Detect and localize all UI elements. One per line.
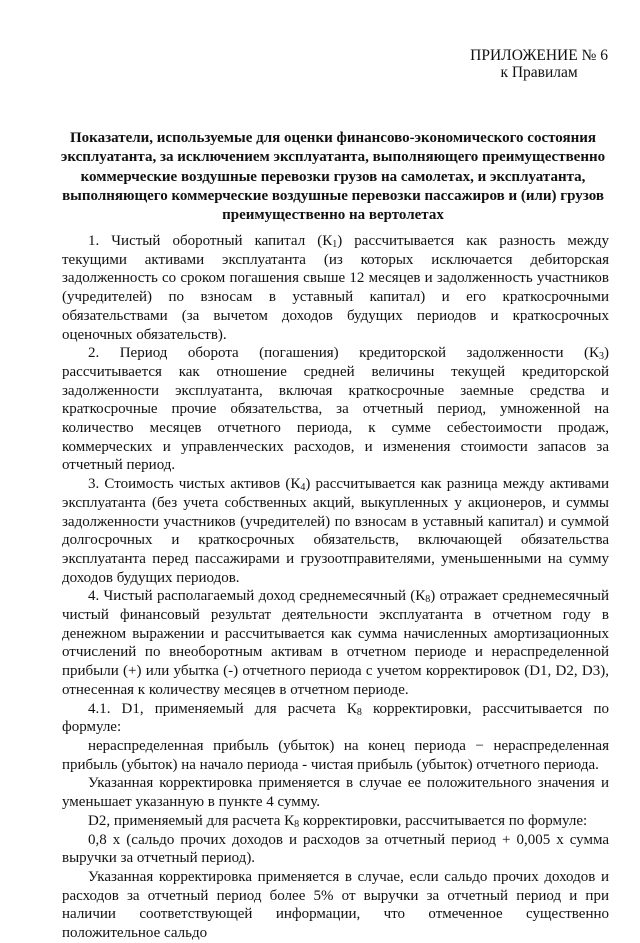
paragraph-4: 4. Чистый располагаемый доход среднемесячный $(К_8)$ отражает среднемесячный чистый финансовый результат деятельности эксплуатанта в отчетном году в денежном выражении и рассчитывается как сумма начисленных амортизационных отчислений по внеоборотным активам в отчетном периоде и нераспределенной прибыли (+) или убытка (-) отчетного периода с учетом корректировок (D1, D2, D3), отнесенная к количеству месяцев в отчетном периоде. [62, 588, 609, 698]
formula-d1: нераспределенная прибыль (убыток) на конец периода − нераспределенная прибыль (убыток) на начало периода - чистая прибыль (убыток) отчетного периода. [62, 737, 609, 773]
paragraph-d2-note: Указанная корректировка применяется в случае, если сальдо прочих доходов и расходов за отчетный период более 5% от выручки за отчетный период и при наличии соответствующей информации, что отмеченное существенно положительное сальдо [62, 868, 609, 942]
paragraph-2: 2. Период оборота (погашения) кредиторской задолженности $(К_3)$ рассчитывается как отношение средней величины текущей кредиторской задолженности эксплуатанта, включая краткосрочные заемные средства и краткосрочные прочие обязательства, за отчетный период, умноженной на количество месяцев отчетного периода, к сумме себестоимости продаж, коммерческих и управленческих расходов, и изменения стоимости запасов за отчетный период. [62, 345, 609, 474]
formula-d2: 0,8 х (сальдо прочих доходов и расходов за отчетный период + 0,005 х сумма выручки за отчетный период). [62, 831, 609, 867]
appendix-number: ПРИЛОЖЕНИЕ № 6 [470, 47, 608, 64]
document-title: Показатели, используемые для оценки финансово-экономического состояния эксплуатанта, за исключением эксплуатанта, выполняющего преимущественно коммерческие воздушные перевозки грузов на самолетах, и эксплуатанта, выполняющего коммерческие воздушные перевозки пассажиров и (или) грузов преимущественно на вертолетах [60, 130, 606, 224]
paragraph-3: 3. Стоимость чистых активов $(К_4)$ рассчитывается как разница между активами эксплуатанта (без учета собственных акций, выкупленных у акционеров, и суммы задолженности участников (учредителей) по взносам в уставный капитал) и суммой долгосрочных и краткосрочных обязательств, включающей обязательства эксплуатанта перед пассажирами и грузоотправителями, уменьшенными на сумму доходов будущих периодов. [62, 476, 610, 586]
document-body [62, 232, 609, 943]
appendix-header [470, 47, 608, 81]
paragraph-d1-note: Указанная корректировка применяется в случае ее положительного значения и уменьшает указанную в пункте 4 сумму. [62, 775, 609, 811]
paragraph-d2: D2, применяемый для расчета $К_8$ корректировки, рассчитывается по формуле: [88, 812, 588, 830]
paragraph-4-1: 4.1. D1, применяемый для расчета $К_8$ корректировки, рассчитывается по формуле: [62, 700, 609, 736]
appendix-reference: к Правилам [500, 64, 578, 81]
paragraph-1: 1. Чистый оборотный капитал $(К_1)$ рассчитывается как разность между текущими активами эксплуатанта (из которых исключается дебиторская задолженность со сроком погашения свыше 12 месяцев и задолженность участников (учредителей) по взносам в уставный капитал) и его краткосрочными обязательствами (за вычетом доходов будущих периодов и краткосрочных оценочных обязательств). [62, 233, 609, 343]
